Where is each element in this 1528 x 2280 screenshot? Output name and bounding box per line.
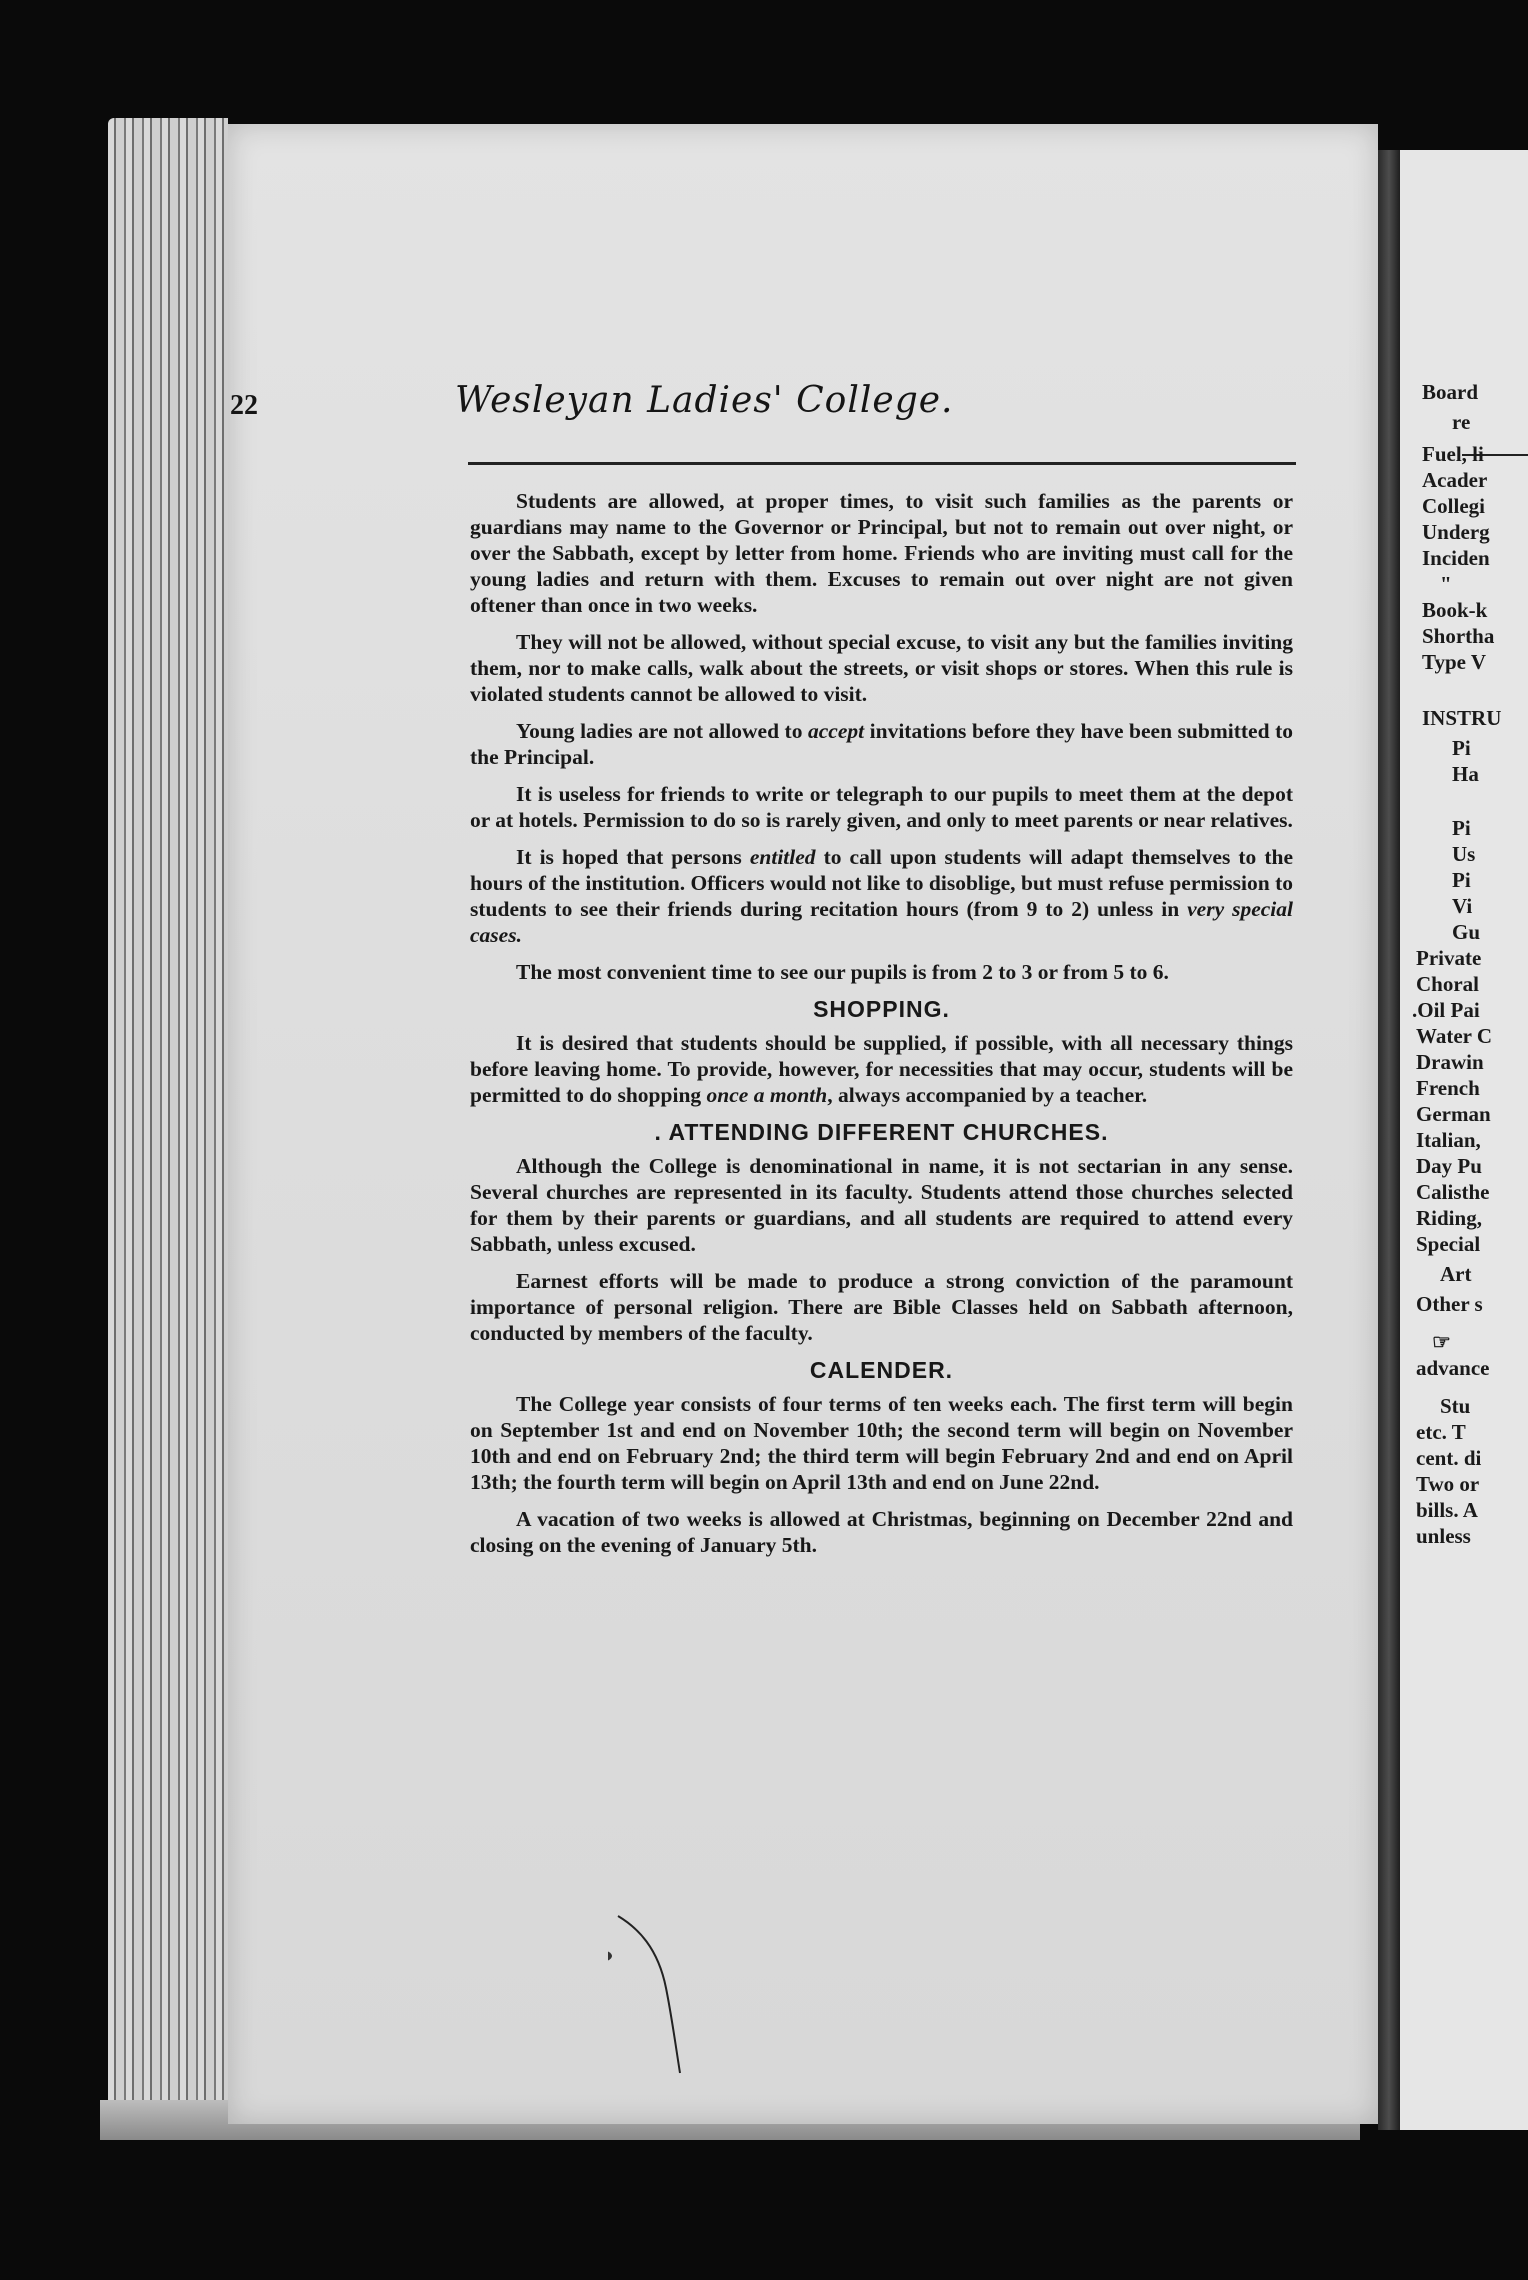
right-page-fragment: Day Pu	[1416, 1154, 1482, 1178]
right-page-fragment: Gu	[1452, 920, 1481, 944]
emphasis: very special cases.	[470, 897, 1293, 947]
emphasis: entitled	[749, 845, 816, 869]
right-page-fragment: .Oil Pai	[1412, 998, 1480, 1022]
paragraph-invitations	[470, 718, 1293, 770]
right-page-fragment: bills. A	[1416, 1498, 1478, 1522]
paragraph-vacation: A vacation of two weeks is allowed at Christmas, beginning on December 22nd and closing on the evening of January 5th.	[470, 1507, 1293, 1557]
right-page-fragment: Vi	[1452, 894, 1473, 918]
paragraph-college-year: The College year consists of four terms of ten weeks each. The first term will begin on September 1st and end on November 10th; the second term will begin on November 10th and end on February 2nd; the third term will begin February 2nd and end on April 13th; the fourth term will begin on April 13th and end on June 22nd.	[470, 1392, 1293, 1494]
paragraph-special-excuse: They will not be allowed, without special excuse, to visit any but the families inviting them, nor to make calls, walk about the streets, or visit shops or stores. When this rule is violated students cannot be allowed to visit.	[470, 630, 1293, 706]
right-page	[1400, 150, 1528, 2130]
header-rule	[468, 462, 1296, 465]
heading-churches: . ATTENDING DIFFERENT CHURCHES.	[654, 1119, 1109, 1145]
right-page-fragment: Special	[1416, 1232, 1481, 1256]
right-page-fragment: German	[1416, 1102, 1491, 1126]
right-page-fragment: Ha	[1452, 762, 1479, 786]
paragraph-telegraph: It is useless for friends to write or telegraph to our pupils to meet them at the depot or at hotels. Permission to do so is rarely given, and only to meet parents or near relatives.	[470, 782, 1293, 832]
pencil-mark	[608, 1908, 688, 2078]
right-page-fragment: Type V	[1422, 650, 1486, 674]
page-body	[470, 488, 1293, 1569]
right-page-fragment: Underg	[1422, 520, 1490, 544]
right-page-fragment: Board	[1422, 380, 1479, 404]
right-page-fragment: cent. di	[1416, 1446, 1482, 1470]
right-page-fragment: re	[1452, 410, 1471, 434]
emphasis: once a month	[706, 1083, 828, 1107]
right-page-fragment: Shortha	[1422, 624, 1495, 648]
text-run: , always accompanied by a teacher.	[827, 1083, 1148, 1107]
right-page-fragment: "	[1440, 572, 1452, 596]
emphasis: accept	[808, 719, 865, 743]
paragraph-visiting-hours	[470, 844, 1293, 948]
right-page-fragment: ☞	[1432, 1330, 1451, 1354]
right-page-fragment: Pi	[1452, 868, 1471, 892]
right-page-fragment: Art	[1440, 1262, 1472, 1286]
book-page-stack	[108, 118, 228, 2138]
text-run: Young ladies are not allowed to	[516, 719, 808, 743]
right-page-fragment: Inciden	[1422, 546, 1490, 570]
right-page-fragment: Stu	[1440, 1394, 1471, 1418]
paragraph-religion: Earnest efforts will be made to produce a strong conviction of the paramount importance of personal religion. There are Bible Classes held on Sabbath afternoon, conducted by members of the faculty.	[470, 1269, 1293, 1345]
heading-calender: CALENDER.	[809, 1357, 954, 1383]
right-page-fragment: Acader	[1422, 468, 1488, 492]
paragraph-denominational: Although the College is denominational in name, it is not sectarian in any sense. Several churches are represented in its faculty. Students attend those churches selected for them by their parents or guardians, and all students are required to attend every Sabbath, unless excused.	[470, 1154, 1293, 1256]
text-run: invitations before they have been submitted to the Principal.	[470, 719, 1293, 769]
right-page-fragment: etc. T	[1416, 1420, 1466, 1444]
right-page-fragment: INSTRU	[1422, 706, 1502, 730]
right-page-fragment: Other s	[1416, 1292, 1483, 1316]
paragraph-shopping	[470, 1030, 1293, 1108]
right-page-fragment: Us	[1452, 842, 1476, 866]
right-page-fragment: Pi	[1452, 816, 1471, 840]
right-page-fragment: Book-k	[1422, 598, 1488, 622]
right-page-fragment: unless	[1416, 1524, 1471, 1548]
page-number: 22	[230, 390, 258, 421]
paragraph-visiting-families: Students are allowed, at proper times, to visit such families as the parents or guardians may name to the Governor or Principal, but not to remain out over night, or over the Sabbath, except by letter from home. Friends who are inviting must call for the young ladies and return with them. Excuses to remain out over night are not given oftener than once in two weeks.	[470, 489, 1293, 617]
paragraph-convenient-time: The most convenient time to see our pupils is from 2 to 3 or from 5 to 6.	[516, 960, 1169, 984]
right-page-fragment: advance	[1416, 1356, 1490, 1380]
right-page-fragment: Collegi	[1422, 494, 1485, 518]
text-run: to call upon students will adapt themselves to the hours of the institution. Officers would not like to disoblige, but must refuse permission to students to see their friends during recitation hours (from 9 to 2) unless in	[470, 845, 1293, 921]
right-page-fragment: Private	[1416, 946, 1482, 970]
text-run: It is hoped that persons	[516, 845, 750, 869]
running-title: Wesleyan Ladies' College.	[455, 380, 954, 421]
right-page-fragment: Fuel, li	[1422, 442, 1484, 466]
right-page-fragment: Italian,	[1416, 1128, 1481, 1152]
right-page-fragment: Choral	[1416, 972, 1479, 996]
book-gutter	[1378, 150, 1400, 2130]
text-run: It is desired that students should be supplied, if possible, with all necessary things before leaving home. To provide, however, for necessities that may occur, students will be permitted to do shopping	[470, 1031, 1293, 1107]
right-page-fragment: French	[1416, 1076, 1480, 1100]
right-page-fragment: Calisthe	[1416, 1180, 1490, 1204]
right-page-fragment: Pi	[1452, 736, 1471, 760]
right-page-fragment: Riding,	[1416, 1206, 1482, 1230]
right-page-fragment: Water C	[1416, 1024, 1493, 1048]
right-page-fragment: Drawin	[1416, 1050, 1484, 1074]
heading-shopping: SHOPPING.	[813, 996, 950, 1022]
right-page-fragment: Two or	[1416, 1472, 1480, 1496]
